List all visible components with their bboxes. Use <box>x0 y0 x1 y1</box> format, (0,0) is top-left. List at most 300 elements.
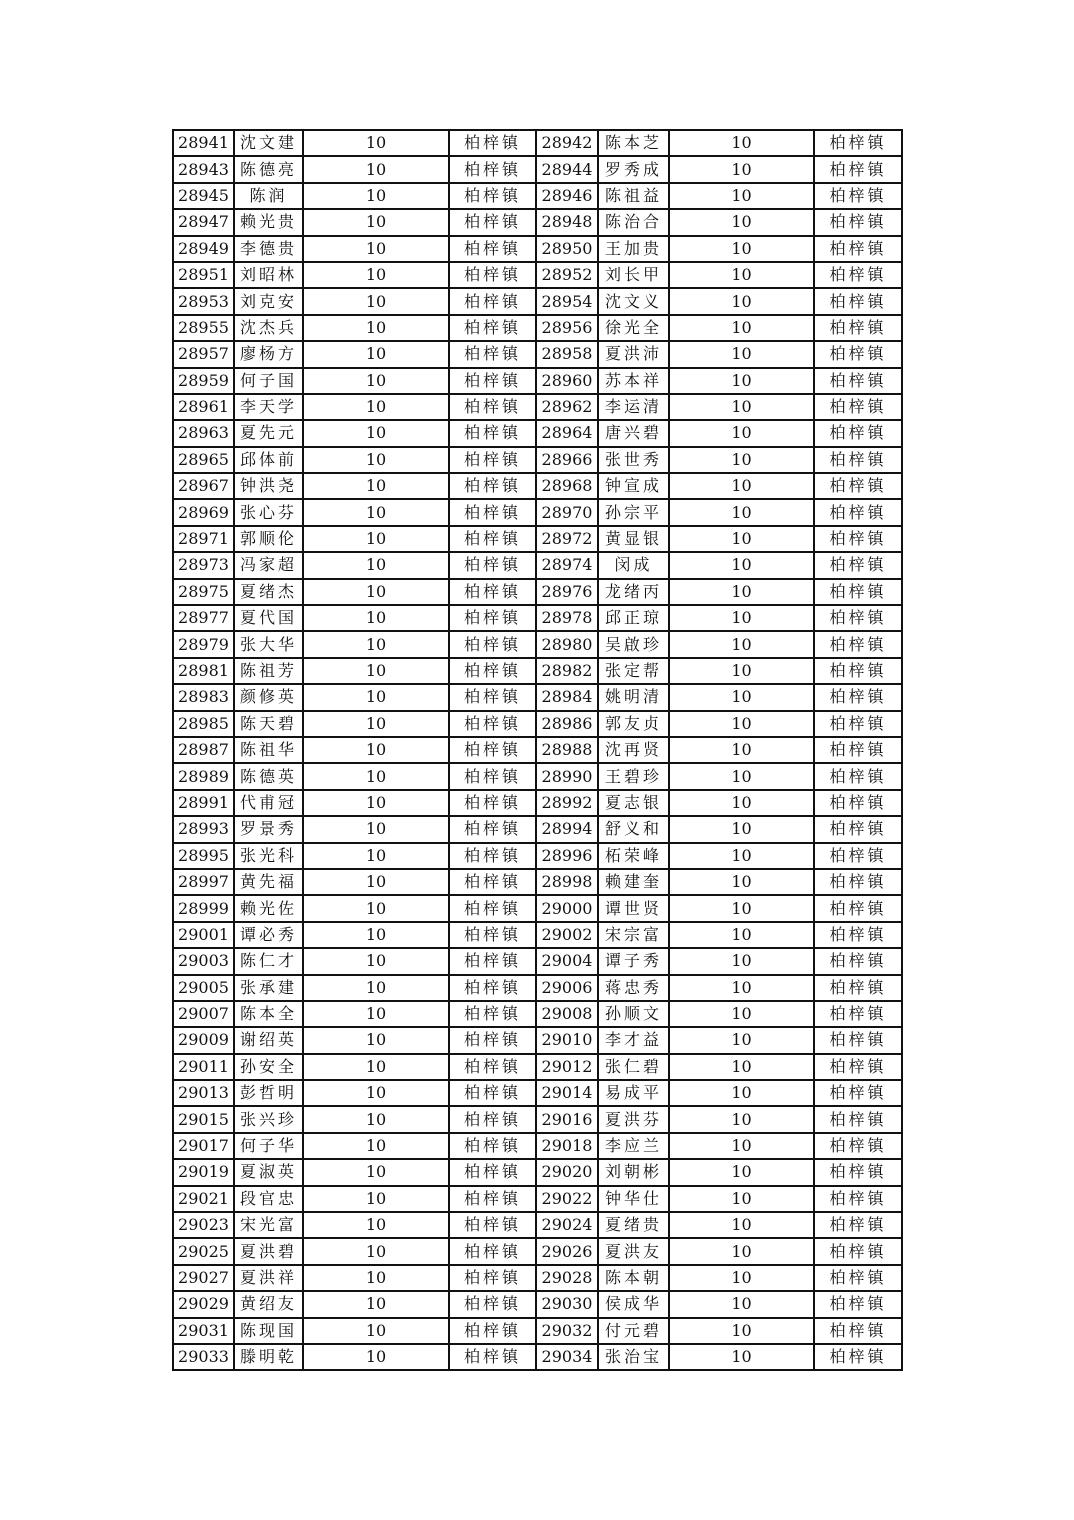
cell-id: 29007 <box>173 1001 234 1027</box>
cell-id: 28998 <box>536 869 598 895</box>
cell-town: 柏梓镇 <box>449 262 536 288</box>
cell-name: 陈润 <box>234 183 303 209</box>
table-row <box>173 209 902 235</box>
cell-amount: 10 <box>669 816 814 842</box>
cell-amount: 10 <box>669 473 814 499</box>
cell-name: 苏本祥 <box>598 368 669 394</box>
cell-amount: 10 <box>669 684 814 710</box>
cell-name: 陈德亮 <box>234 156 303 182</box>
cell-id: 28968 <box>536 473 598 499</box>
cell-amount: 10 <box>669 1133 814 1159</box>
cell-id: 28997 <box>173 869 234 895</box>
roster-body <box>173 130 902 1370</box>
cell-amount: 10 <box>669 394 814 420</box>
table-row <box>173 394 902 420</box>
table-row <box>173 869 902 895</box>
cell-town: 柏梓镇 <box>814 658 902 684</box>
cell-town: 柏梓镇 <box>814 631 902 657</box>
cell-name: 夏洪祥 <box>234 1265 303 1291</box>
cell-id: 29013 <box>173 1080 234 1106</box>
table-row <box>173 1265 902 1291</box>
cell-id: 28992 <box>536 790 598 816</box>
table-row <box>173 922 902 948</box>
cell-town: 柏梓镇 <box>814 368 902 394</box>
cell-amount: 10 <box>303 579 449 605</box>
cell-amount: 10 <box>303 1238 449 1264</box>
cell-id: 28986 <box>536 711 598 737</box>
cell-town: 柏梓镇 <box>449 473 536 499</box>
table-row <box>173 1291 902 1317</box>
table-row <box>173 447 902 473</box>
cell-town: 柏梓镇 <box>449 526 536 552</box>
cell-id: 28957 <box>173 341 234 367</box>
cell-id: 28987 <box>173 737 234 763</box>
cell-id: 28948 <box>536 209 598 235</box>
cell-name: 张心芬 <box>234 499 303 525</box>
cell-name: 宋宗富 <box>598 922 669 948</box>
cell-amount: 10 <box>303 1133 449 1159</box>
cell-id: 28971 <box>173 526 234 552</box>
cell-town: 柏梓镇 <box>814 605 902 631</box>
cell-id: 28963 <box>173 420 234 446</box>
cell-amount: 10 <box>303 869 449 895</box>
cell-town: 柏梓镇 <box>814 1186 902 1212</box>
cell-name: 沈杰兵 <box>234 315 303 341</box>
cell-id: 28946 <box>536 183 598 209</box>
table-row <box>173 473 902 499</box>
cell-name: 吴啟珍 <box>598 631 669 657</box>
cell-id: 28969 <box>173 499 234 525</box>
cell-town: 柏梓镇 <box>814 394 902 420</box>
cell-name: 陈天碧 <box>234 711 303 737</box>
cell-name: 张大华 <box>234 631 303 657</box>
table-row <box>173 684 902 710</box>
cell-name: 唐兴碧 <box>598 420 669 446</box>
cell-name: 夏志银 <box>598 790 669 816</box>
cell-amount: 10 <box>669 368 814 394</box>
cell-id: 29005 <box>173 975 234 1001</box>
cell-id: 28944 <box>536 156 598 182</box>
cell-town: 柏梓镇 <box>449 368 536 394</box>
cell-id: 28996 <box>536 843 598 869</box>
cell-town: 柏梓镇 <box>449 209 536 235</box>
cell-id: 28989 <box>173 763 234 789</box>
cell-id: 29008 <box>536 1001 598 1027</box>
cell-town: 柏梓镇 <box>814 315 902 341</box>
cell-id: 28947 <box>173 209 234 235</box>
cell-id: 29021 <box>173 1186 234 1212</box>
cell-amount: 10 <box>303 790 449 816</box>
cell-id: 29032 <box>536 1318 598 1344</box>
cell-amount: 10 <box>303 209 449 235</box>
cell-id: 29016 <box>536 1106 598 1132</box>
cell-town: 柏梓镇 <box>814 1238 902 1264</box>
table-row <box>173 631 902 657</box>
cell-amount: 10 <box>669 843 814 869</box>
cell-town: 柏梓镇 <box>449 658 536 684</box>
cell-amount: 10 <box>669 711 814 737</box>
cell-name: 孙宗平 <box>598 499 669 525</box>
cell-amount: 10 <box>669 183 814 209</box>
cell-name: 黄先福 <box>234 869 303 895</box>
cell-name: 陈本芝 <box>598 130 669 156</box>
table-row <box>173 1318 902 1344</box>
cell-name: 刘朝彬 <box>598 1159 669 1185</box>
cell-town: 柏梓镇 <box>449 895 536 921</box>
cell-name: 郭友贞 <box>598 711 669 737</box>
cell-amount: 10 <box>669 1001 814 1027</box>
cell-id: 28950 <box>536 236 598 262</box>
cell-amount: 10 <box>669 156 814 182</box>
cell-amount: 10 <box>303 1080 449 1106</box>
table-row <box>173 1080 902 1106</box>
cell-amount: 10 <box>669 526 814 552</box>
cell-town: 柏梓镇 <box>814 130 902 156</box>
table-row <box>173 711 902 737</box>
cell-name: 王加贵 <box>598 236 669 262</box>
table-row <box>173 288 902 314</box>
cell-amount: 10 <box>303 816 449 842</box>
table-row <box>173 1133 902 1159</box>
cell-amount: 10 <box>303 315 449 341</box>
cell-town: 柏梓镇 <box>449 1027 536 1053</box>
cell-amount: 10 <box>303 1265 449 1291</box>
cell-name: 沈文建 <box>234 130 303 156</box>
cell-name: 陈祖益 <box>598 183 669 209</box>
cell-town: 柏梓镇 <box>814 1133 902 1159</box>
cell-town: 柏梓镇 <box>449 130 536 156</box>
cell-town: 柏梓镇 <box>449 447 536 473</box>
cell-town: 柏梓镇 <box>449 499 536 525</box>
cell-town: 柏梓镇 <box>814 183 902 209</box>
cell-name: 谭必秀 <box>234 922 303 948</box>
cell-town: 柏梓镇 <box>449 341 536 367</box>
table-row <box>173 1344 902 1370</box>
table-row <box>173 156 902 182</box>
cell-name: 黄显银 <box>598 526 669 552</box>
cell-amount: 10 <box>303 1159 449 1185</box>
table-row <box>173 605 902 631</box>
cell-id: 29012 <box>536 1054 598 1080</box>
cell-amount: 10 <box>669 1159 814 1185</box>
cell-amount: 10 <box>303 1291 449 1317</box>
cell-name: 钟洪尧 <box>234 473 303 499</box>
cell-name: 夏洪芬 <box>598 1106 669 1132</box>
cell-id: 29025 <box>173 1238 234 1264</box>
cell-id: 28985 <box>173 711 234 737</box>
table-row <box>173 975 902 1001</box>
cell-id: 28964 <box>536 420 598 446</box>
cell-id: 29009 <box>173 1027 234 1053</box>
table-row <box>173 315 902 341</box>
cell-id: 28984 <box>536 684 598 710</box>
cell-amount: 10 <box>669 1344 814 1370</box>
cell-name: 付元碧 <box>598 1318 669 1344</box>
cell-amount: 10 <box>669 922 814 948</box>
cell-town: 柏梓镇 <box>449 1001 536 1027</box>
cell-town: 柏梓镇 <box>449 288 536 314</box>
cell-town: 柏梓镇 <box>449 1238 536 1264</box>
cell-id: 29023 <box>173 1212 234 1238</box>
cell-id: 29027 <box>173 1265 234 1291</box>
cell-town: 柏梓镇 <box>814 975 902 1001</box>
cell-amount: 10 <box>669 579 814 605</box>
cell-id: 28967 <box>173 473 234 499</box>
cell-town: 柏梓镇 <box>814 1291 902 1317</box>
table-row <box>173 1106 902 1132</box>
cell-name: 陈现国 <box>234 1318 303 1344</box>
table-row <box>173 895 902 921</box>
table-row <box>173 1001 902 1027</box>
cell-name: 侯成华 <box>598 1291 669 1317</box>
cell-name: 李应兰 <box>598 1133 669 1159</box>
cell-id: 28943 <box>173 156 234 182</box>
cell-name: 滕明乾 <box>234 1344 303 1370</box>
table-row <box>173 420 902 446</box>
cell-amount: 10 <box>669 869 814 895</box>
cell-town: 柏梓镇 <box>449 843 536 869</box>
cell-amount: 10 <box>669 1291 814 1317</box>
cell-name: 夏代国 <box>234 605 303 631</box>
cell-name: 张光科 <box>234 843 303 869</box>
cell-amount: 10 <box>669 420 814 446</box>
cell-amount: 10 <box>303 288 449 314</box>
cell-name: 沈文义 <box>598 288 669 314</box>
cell-name: 张治宝 <box>598 1344 669 1370</box>
cell-id: 28978 <box>536 605 598 631</box>
cell-amount: 10 <box>669 1054 814 1080</box>
cell-amount: 10 <box>669 790 814 816</box>
cell-amount: 10 <box>669 658 814 684</box>
cell-name: 张仁碧 <box>598 1054 669 1080</box>
cell-id: 28994 <box>536 816 598 842</box>
cell-id: 28988 <box>536 737 598 763</box>
cell-name: 夏绪杰 <box>234 579 303 605</box>
cell-name: 张兴珍 <box>234 1106 303 1132</box>
table-row <box>173 1027 902 1053</box>
cell-town: 柏梓镇 <box>814 1106 902 1132</box>
cell-id: 29022 <box>536 1186 598 1212</box>
cell-town: 柏梓镇 <box>449 552 536 578</box>
cell-name: 刘长甲 <box>598 262 669 288</box>
cell-name: 黄绍友 <box>234 1291 303 1317</box>
cell-id: 28945 <box>173 183 234 209</box>
cell-amount: 10 <box>303 420 449 446</box>
cell-town: 柏梓镇 <box>814 843 902 869</box>
cell-town: 柏梓镇 <box>814 711 902 737</box>
cell-amount: 10 <box>303 1106 449 1132</box>
cell-name: 夏洪沛 <box>598 341 669 367</box>
cell-id: 29029 <box>173 1291 234 1317</box>
cell-town: 柏梓镇 <box>449 1265 536 1291</box>
cell-amount: 10 <box>669 763 814 789</box>
cell-amount: 10 <box>303 948 449 974</box>
table-row <box>173 1054 902 1080</box>
cell-amount: 10 <box>669 552 814 578</box>
table-row <box>173 552 902 578</box>
cell-id: 28952 <box>536 262 598 288</box>
cell-town: 柏梓镇 <box>814 1344 902 1370</box>
cell-id: 28941 <box>173 130 234 156</box>
cell-amount: 10 <box>669 1027 814 1053</box>
cell-name: 夏淑英 <box>234 1159 303 1185</box>
cell-amount: 10 <box>303 552 449 578</box>
cell-town: 柏梓镇 <box>814 526 902 552</box>
cell-id: 29024 <box>536 1212 598 1238</box>
table-row <box>173 658 902 684</box>
cell-name: 何子国 <box>234 368 303 394</box>
cell-id: 28975 <box>173 579 234 605</box>
cell-id: 29014 <box>536 1080 598 1106</box>
cell-id: 28960 <box>536 368 598 394</box>
cell-town: 柏梓镇 <box>449 236 536 262</box>
cell-id: 28977 <box>173 605 234 631</box>
cell-town: 柏梓镇 <box>449 948 536 974</box>
cell-name: 冯家超 <box>234 552 303 578</box>
cell-amount: 10 <box>303 526 449 552</box>
cell-amount: 10 <box>303 447 449 473</box>
cell-name: 颜修英 <box>234 684 303 710</box>
cell-town: 柏梓镇 <box>449 763 536 789</box>
cell-name: 张世秀 <box>598 447 669 473</box>
cell-amount: 10 <box>303 1344 449 1370</box>
cell-town: 柏梓镇 <box>449 394 536 420</box>
cell-amount: 10 <box>303 763 449 789</box>
cell-name: 罗景秀 <box>234 816 303 842</box>
cell-id: 28949 <box>173 236 234 262</box>
cell-town: 柏梓镇 <box>814 869 902 895</box>
cell-town: 柏梓镇 <box>814 288 902 314</box>
cell-id: 28962 <box>536 394 598 420</box>
cell-amount: 10 <box>303 975 449 1001</box>
cell-name: 谭子秀 <box>598 948 669 974</box>
cell-id: 28982 <box>536 658 598 684</box>
cell-id: 29018 <box>536 1133 598 1159</box>
cell-name: 钟华仕 <box>598 1186 669 1212</box>
cell-town: 柏梓镇 <box>814 209 902 235</box>
cell-id: 28961 <box>173 394 234 420</box>
cell-amount: 10 <box>303 1318 449 1344</box>
cell-town: 柏梓镇 <box>814 1159 902 1185</box>
cell-id: 29031 <box>173 1318 234 1344</box>
cell-amount: 10 <box>303 631 449 657</box>
cell-town: 柏梓镇 <box>814 156 902 182</box>
cell-id: 28965 <box>173 447 234 473</box>
cell-town: 柏梓镇 <box>814 262 902 288</box>
cell-name: 孙顺文 <box>598 1001 669 1027</box>
cell-amount: 10 <box>669 1212 814 1238</box>
cell-name: 夏先元 <box>234 420 303 446</box>
cell-id: 29015 <box>173 1106 234 1132</box>
table-row <box>173 526 902 552</box>
table-row <box>173 579 902 605</box>
cell-id: 28955 <box>173 315 234 341</box>
cell-name: 陈本朝 <box>598 1265 669 1291</box>
cell-id: 29004 <box>536 948 598 974</box>
cell-id: 29003 <box>173 948 234 974</box>
cell-town: 柏梓镇 <box>814 579 902 605</box>
cell-town: 柏梓镇 <box>449 1106 536 1132</box>
cell-town: 柏梓镇 <box>814 341 902 367</box>
cell-town: 柏梓镇 <box>449 1159 536 1185</box>
cell-town: 柏梓镇 <box>814 790 902 816</box>
cell-amount: 10 <box>303 1001 449 1027</box>
cell-name: 夏绪贵 <box>598 1212 669 1238</box>
cell-amount: 10 <box>303 499 449 525</box>
table-row <box>173 130 902 156</box>
table-row <box>173 763 902 789</box>
cell-town: 柏梓镇 <box>814 1318 902 1344</box>
cell-town: 柏梓镇 <box>814 1054 902 1080</box>
cell-id: 28966 <box>536 447 598 473</box>
table-row <box>173 499 902 525</box>
cell-name: 姚明清 <box>598 684 669 710</box>
cell-town: 柏梓镇 <box>449 790 536 816</box>
cell-name: 陈祖华 <box>234 737 303 763</box>
cell-town: 柏梓镇 <box>449 816 536 842</box>
cell-amount: 10 <box>303 658 449 684</box>
cell-name: 陈祖芳 <box>234 658 303 684</box>
cell-amount: 10 <box>669 236 814 262</box>
cell-amount: 10 <box>669 1318 814 1344</box>
cell-amount: 10 <box>669 1080 814 1106</box>
cell-id: 28991 <box>173 790 234 816</box>
cell-town: 柏梓镇 <box>814 922 902 948</box>
cell-town: 柏梓镇 <box>449 156 536 182</box>
cell-amount: 10 <box>669 1186 814 1212</box>
cell-id: 28951 <box>173 262 234 288</box>
cell-id: 29001 <box>173 922 234 948</box>
cell-town: 柏梓镇 <box>814 236 902 262</box>
cell-amount: 10 <box>669 288 814 314</box>
table-row <box>173 843 902 869</box>
cell-name: 赖光贵 <box>234 209 303 235</box>
cell-town: 柏梓镇 <box>449 737 536 763</box>
cell-amount: 10 <box>303 236 449 262</box>
cell-amount: 10 <box>303 341 449 367</box>
cell-town: 柏梓镇 <box>449 1212 536 1238</box>
cell-town: 柏梓镇 <box>449 1291 536 1317</box>
cell-name: 谭世贤 <box>598 895 669 921</box>
cell-id: 29017 <box>173 1133 234 1159</box>
cell-town: 柏梓镇 <box>449 631 536 657</box>
cell-town: 柏梓镇 <box>814 737 902 763</box>
table-row <box>173 1186 902 1212</box>
cell-amount: 10 <box>669 975 814 1001</box>
cell-id: 29028 <box>536 1265 598 1291</box>
cell-id: 29011 <box>173 1054 234 1080</box>
cell-id: 28981 <box>173 658 234 684</box>
cell-id: 28976 <box>536 579 598 605</box>
cell-name: 沈再贤 <box>598 737 669 763</box>
cell-id: 28999 <box>173 895 234 921</box>
cell-name: 刘昭林 <box>234 262 303 288</box>
cell-name: 代甫冠 <box>234 790 303 816</box>
cell-name: 陈治合 <box>598 209 669 235</box>
cell-name: 刘克安 <box>234 288 303 314</box>
cell-amount: 10 <box>303 711 449 737</box>
table-row <box>173 341 902 367</box>
cell-town: 柏梓镇 <box>449 922 536 948</box>
cell-id: 28974 <box>536 552 598 578</box>
cell-id: 28959 <box>173 368 234 394</box>
cell-name: 张定帮 <box>598 658 669 684</box>
cell-name: 李天学 <box>234 394 303 420</box>
cell-town: 柏梓镇 <box>449 684 536 710</box>
cell-name: 宋光富 <box>234 1212 303 1238</box>
cell-amount: 10 <box>669 1265 814 1291</box>
table-row <box>173 236 902 262</box>
